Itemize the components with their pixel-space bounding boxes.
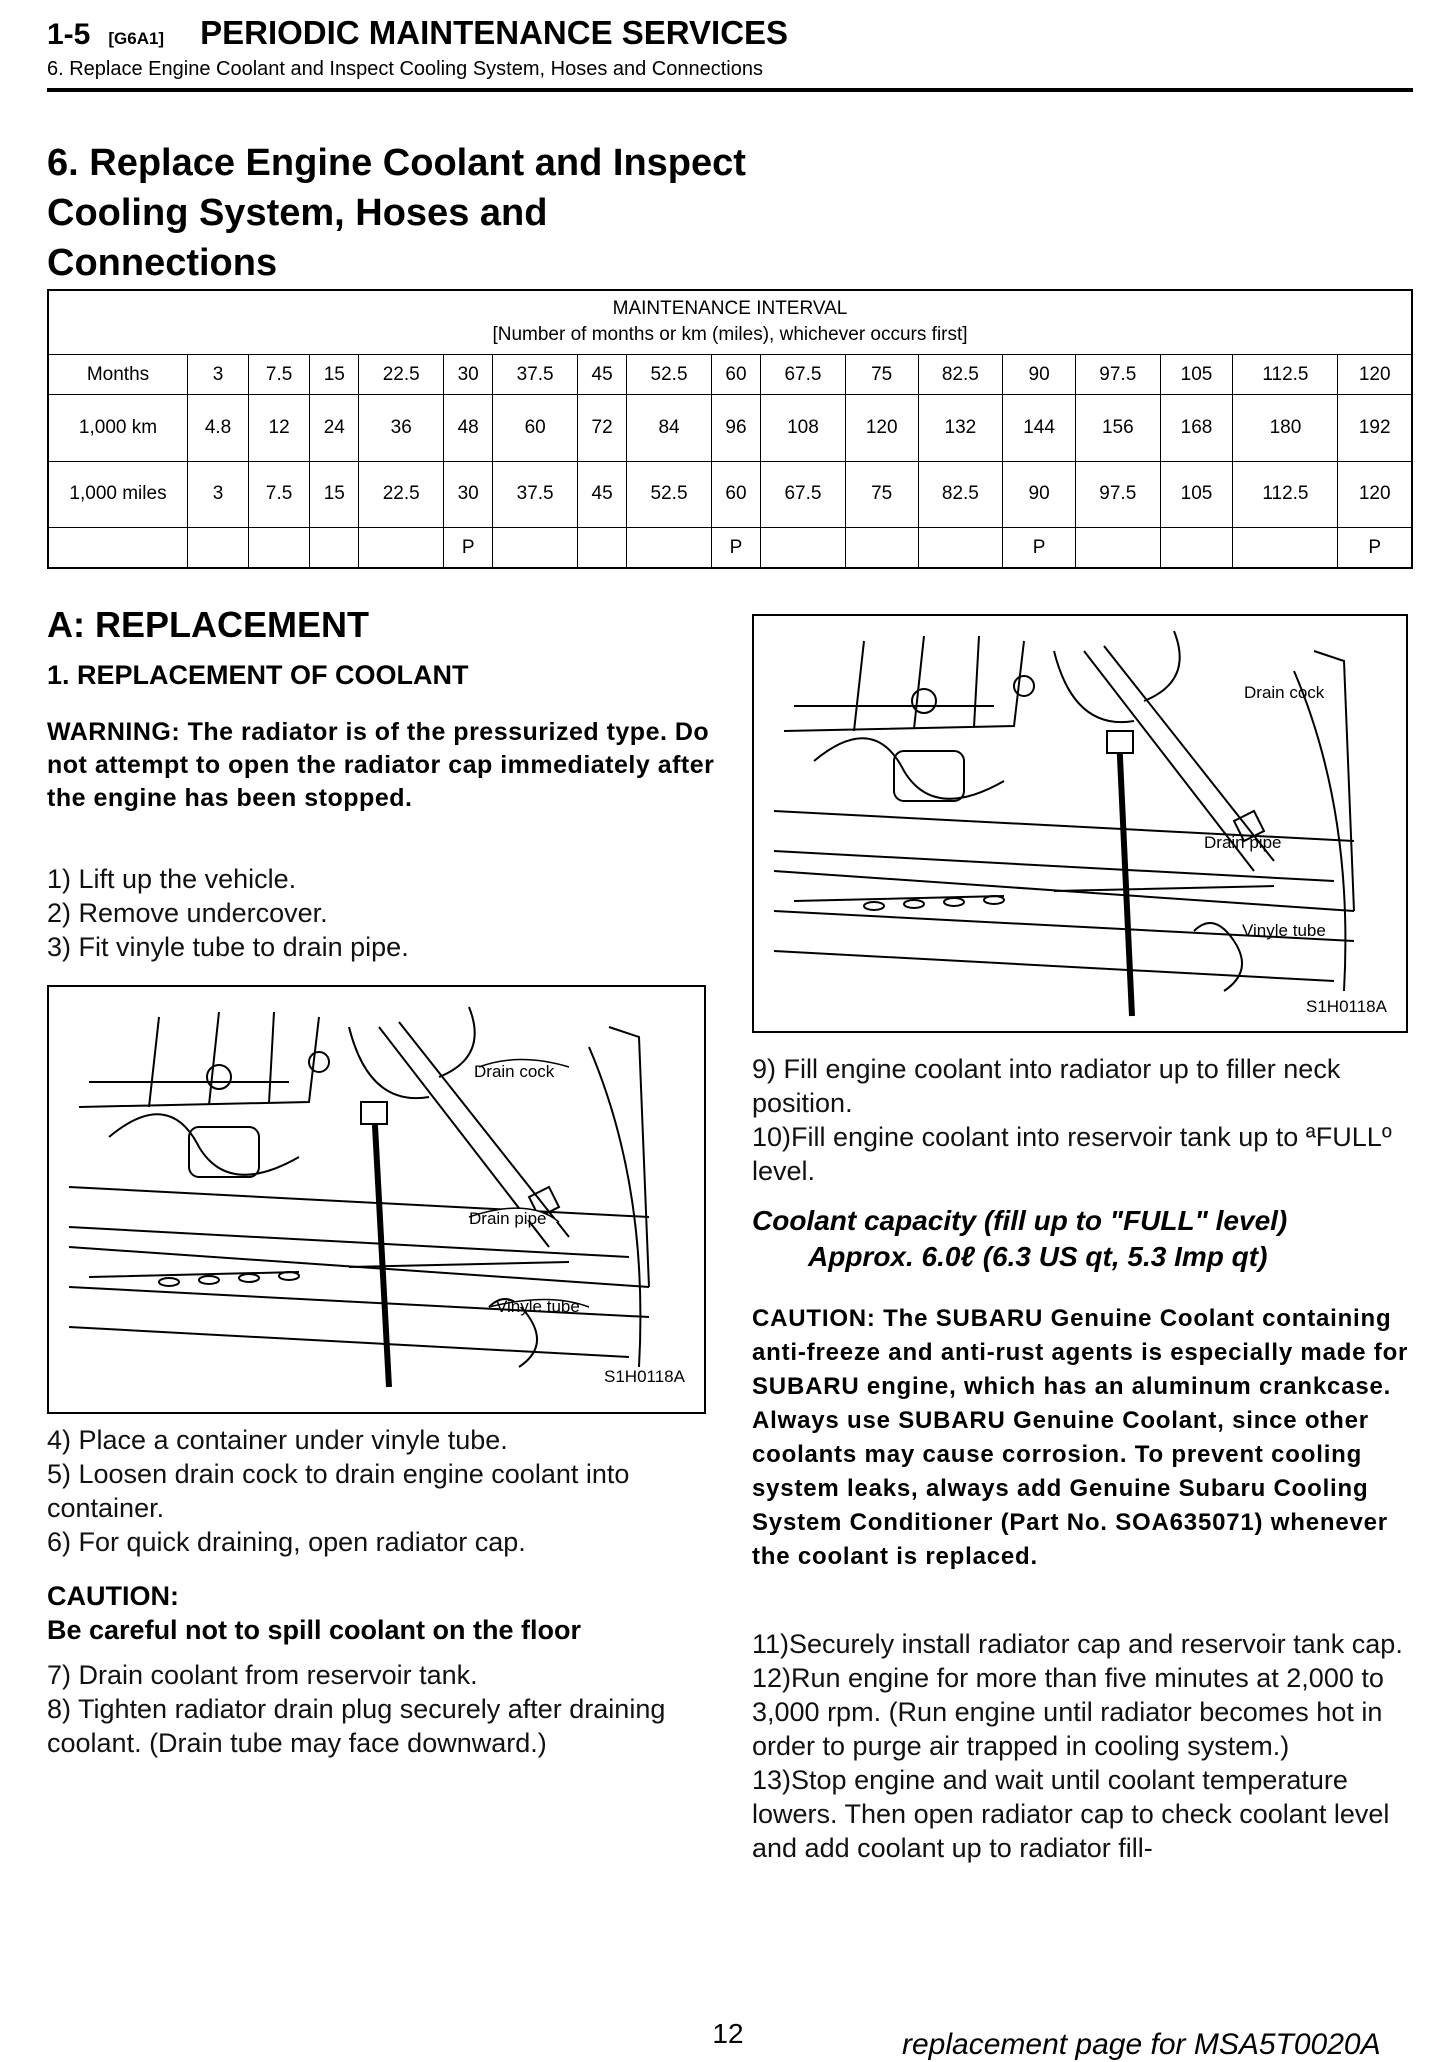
table-cell: 192 <box>1338 395 1412 461</box>
table-cell: P <box>1338 528 1412 568</box>
label-drain-pipe: Drain pipe <box>469 1209 547 1228</box>
table-cell: 60 <box>711 354 760 394</box>
table-cell: 82.5 <box>918 354 1003 394</box>
table-cell: 96 <box>711 395 760 461</box>
drain-figure <box>752 614 1408 1033</box>
table-cell: 97.5 <box>1076 461 1161 527</box>
page-header <box>47 14 1413 81</box>
subsection-heading: 1. REPLACEMENT OF COOLANT <box>47 660 469 690</box>
table-cell: 4.8 <box>188 395 249 461</box>
caution-title: CAUTION: <box>47 1581 179 1611</box>
label-vinyle-tube: Vinyle tube <box>1242 921 1326 940</box>
steps-list <box>752 1052 1415 1188</box>
table-cell: 3 <box>188 354 249 394</box>
model-code: [G6A1] <box>108 29 165 48</box>
table-cell: 37.5 <box>493 354 578 394</box>
table-cell: 97.5 <box>1076 354 1161 394</box>
section-a-heading: A: REPLACEMENT <box>47 604 369 645</box>
figure-id: S1H0118A <box>1306 997 1387 1016</box>
table-cell: 84 <box>627 395 712 461</box>
list-item: 4) Place a container under vinyle tube. <box>47 1425 508 1455</box>
table-cell <box>1160 528 1233 568</box>
table-cell <box>845 528 918 568</box>
table-cell: 90 <box>1003 354 1076 394</box>
table-heading-note: [Number of months or km (miles), whichever occurs first] <box>492 324 968 346</box>
table-cell: 120 <box>845 395 918 461</box>
table-cell: 48 <box>444 395 493 461</box>
table-row <box>48 461 1412 527</box>
table-cell: 45 <box>577 354 626 394</box>
table-cell: 112.5 <box>1233 354 1338 394</box>
drain-figure <box>47 985 706 1414</box>
table-cell <box>918 528 1003 568</box>
list-item: 13)Stop engine and wait until coolant temperature lowers. Then open radiator cap to check coolant level and add coolant up to radiator fill- <box>752 1765 1390 1863</box>
list-item: 7) Drain coolant from reservoir tank. <box>47 1660 478 1690</box>
table-cell: 52.5 <box>627 354 712 394</box>
table-cell: P <box>444 528 493 568</box>
caution-text: Be careful not to spill coolant on the floor <box>47 1615 582 1645</box>
table-row <box>48 395 1412 461</box>
table-cell: 144 <box>1003 395 1076 461</box>
table-cell <box>493 528 578 568</box>
list-item: 3) Fit vinyle tube to drain pipe. <box>47 932 409 962</box>
table-cell: 24 <box>310 395 359 461</box>
table-cell: 120 <box>1338 461 1412 527</box>
table-cell <box>577 528 626 568</box>
table-cell: 36 <box>359 395 444 461</box>
table-cell: 67.5 <box>761 461 846 527</box>
steps-list <box>47 862 715 964</box>
table-cell: 22.5 <box>359 461 444 527</box>
table-row <box>48 354 1412 394</box>
table-cell: 75 <box>845 354 918 394</box>
list-item: 6) For quick draining, open radiator cap. <box>47 1527 526 1557</box>
table-heading <box>48 290 1412 354</box>
list-item: 12)Run engine for more than five minutes at 2,000 to 3,000 rpm. (Run engine until radiator becomes hot in order to purge air trapped in cooling system.) <box>752 1663 1384 1761</box>
header-subtitle: 6. Replace Engine Coolant and Inspect Cooling System, Hoses and Connections <box>47 58 763 80</box>
table-cell: 7.5 <box>249 354 310 394</box>
row-label: Months <box>48 354 188 394</box>
table-cell: 112.5 <box>1233 461 1338 527</box>
table-cell: 45 <box>577 461 626 527</box>
table-cell: 75 <box>845 461 918 527</box>
table-cell <box>249 528 310 568</box>
coolant-capacity-heading: Coolant capacity (fill up to "FULL" level) <box>752 1205 1288 1236</box>
table-cell: 82.5 <box>918 461 1003 527</box>
table-cell: 105 <box>1160 354 1233 394</box>
table-cell <box>310 528 359 568</box>
row-label <box>48 528 188 568</box>
list-item: 10)Fill engine coolant into reservoir tank up to ªFULLº level. <box>752 1122 1392 1186</box>
table-cell: 156 <box>1076 395 1161 461</box>
table-cell: 60 <box>711 461 760 527</box>
table-cell <box>1233 528 1338 568</box>
table-cell <box>761 528 846 568</box>
table-cell: 105 <box>1160 461 1233 527</box>
figure-id: S1H0118A <box>604 1367 685 1386</box>
list-item: 1) Lift up the vehicle. <box>47 864 297 894</box>
table-heading-title: MAINTENANCE INTERVAL <box>612 298 848 320</box>
page-number: 1-5 <box>47 18 91 51</box>
caution-genuine-coolant: CAUTION: The SUBARU Genuine Coolant containing anti-freeze and anti-rust agents is especially made for SUBARU engine, which has an aluminum crankcase. Always use SUBARU Genuine Coolant, since other coolants may cause corrosion. To prevent cooling system leaks, always add Genuine Subaru Cooling System Conditioner (Part No. SOA635071) whenever the coolant is replaced. <box>752 1305 1409 1570</box>
table-cell: 22.5 <box>359 354 444 394</box>
table-cell: 37.5 <box>493 461 578 527</box>
label-drain-cock: Drain cock <box>1244 683 1325 702</box>
table-cell: 30 <box>444 461 493 527</box>
list-item: 8) Tighten radiator drain plug securely after draining coolant. (Drain tube may face downward.) <box>47 1694 666 1758</box>
label-drain-pipe: Drain pipe <box>1204 833 1282 852</box>
table-cell: 90 <box>1003 461 1076 527</box>
steps-list <box>47 1423 715 1559</box>
drain-diagram <box>754 616 1406 1031</box>
header-rule <box>47 88 1413 92</box>
table-cell: 12 <box>249 395 310 461</box>
table-cell: 30 <box>444 354 493 394</box>
coolant-capacity-value: Approx. 6.0ℓ (6.3 US qt, 5.3 Imp qt) <box>808 1241 1268 1272</box>
table-cell: 180 <box>1233 395 1338 461</box>
table-cell: 7.5 <box>249 461 310 527</box>
table-cell: P <box>711 528 760 568</box>
table-cell: 15 <box>310 354 359 394</box>
chapter-title: PERIODIC MAINTENANCE SERVICES <box>200 14 789 51</box>
label-drain-cock: Drain cock <box>474 1062 555 1081</box>
list-item: 5) Loosen drain cock to drain engine coolant into container. <box>47 1459 630 1523</box>
row-label: 1,000 miles <box>48 461 188 527</box>
table-cell: P <box>1003 528 1076 568</box>
list-item: 11)Securely install radiator cap and reservoir tank cap. <box>752 1629 1403 1659</box>
table-cell: 15 <box>310 461 359 527</box>
section-title: 6. Replace Engine Coolant and Inspect Cooling System, Hoses and Connections <box>47 142 746 284</box>
table-cell <box>627 528 712 568</box>
list-item: 2) Remove undercover. <box>47 898 328 928</box>
replacement-note: replacement page for MSA5T0020A <box>902 2028 1381 2061</box>
table-cell: 132 <box>918 395 1003 461</box>
table-cell: 3 <box>188 461 249 527</box>
table-cell: 168 <box>1160 395 1233 461</box>
table-cell: 72 <box>577 395 626 461</box>
table-cell: 67.5 <box>761 354 846 394</box>
warning-text: WARNING: The radiator is of the pressurized type. Do not attempt to open the radiator cap immediately after the engine has been stopped. <box>47 718 715 812</box>
table-cell <box>1076 528 1161 568</box>
row-label: 1,000 km <box>48 395 188 461</box>
steps-list <box>752 1627 1415 1865</box>
page-footer-number: 12 <box>712 2018 744 2049</box>
table-cell: 120 <box>1338 354 1412 394</box>
maintenance-interval-table <box>47 289 1413 569</box>
table-cell: 60 <box>493 395 578 461</box>
table-cell <box>188 528 249 568</box>
list-item: 9) Fill engine coolant into radiator up to filler neck position. <box>752 1054 1341 1118</box>
table-cell: 52.5 <box>627 461 712 527</box>
label-vinyle-tube: Vinyle tube <box>496 1297 580 1316</box>
steps-list <box>47 1658 715 1760</box>
table-cell <box>359 528 444 568</box>
table-cell: 108 <box>761 395 846 461</box>
table-row <box>48 528 1412 568</box>
drain-diagram <box>49 987 704 1412</box>
